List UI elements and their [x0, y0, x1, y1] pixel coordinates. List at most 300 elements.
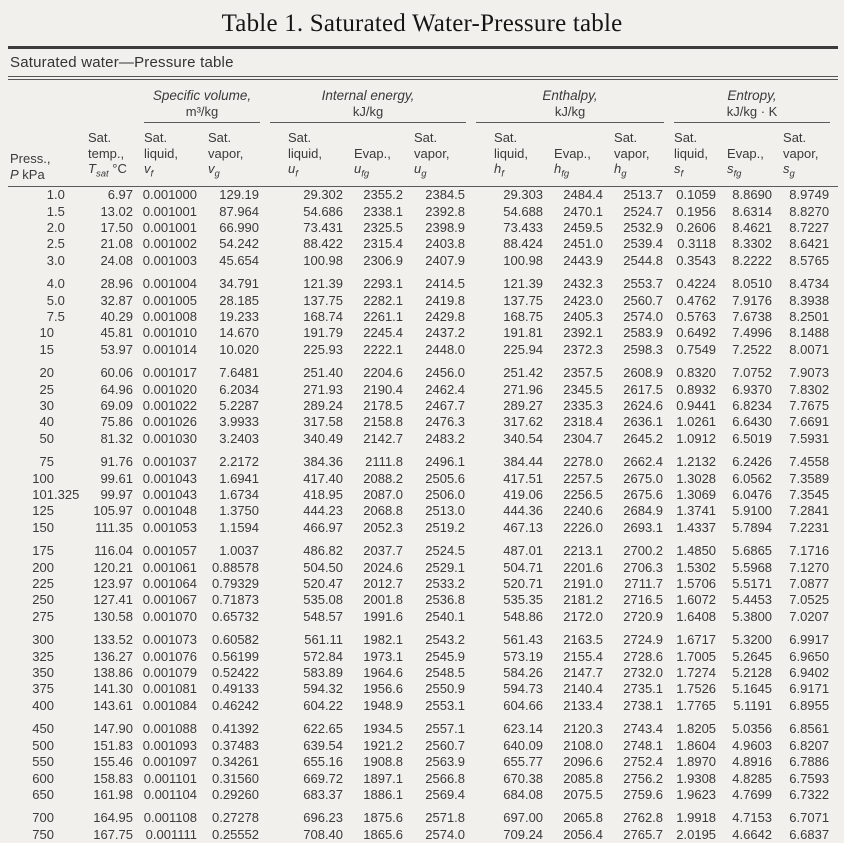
cell: 6.6430 — [732, 414, 773, 430]
cell: 2553.7 — [623, 276, 664, 292]
cell: 2675.6 — [623, 487, 664, 502]
cell: 2700.2 — [623, 543, 664, 559]
cell: 0.001093 — [142, 737, 197, 753]
col-header-hfg — [552, 123, 612, 187]
cell: 7.9073 — [789, 365, 830, 381]
cell: 1865.6 — [363, 826, 404, 842]
cell: 0.27278 — [212, 810, 260, 826]
cell — [8, 471, 86, 487]
cell: 54.686 — [303, 203, 344, 219]
cell: 2245.4 — [363, 325, 404, 341]
symbol: v — [208, 161, 215, 176]
group-label: Specific volume, — [152, 88, 252, 103]
column-group-enthalpy — [474, 82, 672, 123]
cell: 1.6717 — [676, 632, 717, 648]
cell — [8, 276, 86, 292]
pressure-int: 101 — [32, 487, 54, 502]
cell: 2088.2 — [363, 470, 404, 486]
cell: 2355.2 — [363, 187, 404, 203]
cell: 2429.8 — [425, 308, 466, 324]
col-header-symbol — [674, 161, 725, 182]
cell: 0.001053 — [142, 519, 197, 535]
cell: 6.2426 — [732, 454, 773, 470]
table-row — [8, 414, 838, 430]
cell: 271.93 — [303, 381, 344, 397]
cell — [8, 187, 86, 204]
symbol: h — [554, 161, 562, 176]
cell: 0.001057 — [142, 543, 197, 559]
table-row — [8, 342, 838, 358]
cell: 2732.0 — [623, 665, 664, 681]
cell: 486.82 — [303, 543, 344, 559]
table-row — [8, 560, 838, 576]
cell: 99.61 — [100, 470, 133, 486]
cell: 0.71873 — [212, 592, 260, 608]
cell: 3.9933 — [219, 414, 260, 430]
cell: 535.35 — [503, 592, 544, 608]
cell: 100.98 — [303, 252, 344, 268]
cell: 2574.0 — [623, 308, 664, 324]
table-row — [8, 698, 838, 714]
cell: 2484.4 — [563, 187, 604, 203]
cell: 520.71 — [503, 576, 544, 592]
cell: 2318.4 — [563, 414, 604, 430]
cell: 88.422 — [303, 236, 344, 252]
cell: 418.95 — [303, 487, 344, 502]
cell: 8.4734 — [789, 276, 830, 292]
table-subtitle: Saturated water—Pressure table — [8, 49, 838, 80]
cell: 29.303 — [503, 187, 544, 203]
cell: 2560.7 — [623, 292, 664, 308]
table-row — [8, 398, 838, 414]
cell: 8.8270 — [789, 203, 830, 219]
cell: 1921.2 — [363, 737, 404, 753]
group-header-spacer — [8, 82, 142, 123]
cell: 2024.6 — [363, 559, 404, 575]
cell: 1.5302 — [676, 559, 717, 575]
pressure-int: 7 — [46, 308, 54, 324]
cell: 2756.2 — [623, 770, 664, 786]
column-group-entropy — [672, 82, 838, 123]
table-row — [8, 665, 838, 681]
cell — [8, 698, 86, 714]
cell: 6.5019 — [732, 430, 773, 446]
cell: 594.73 — [503, 681, 544, 697]
symbol-subscript: f — [150, 168, 154, 180]
cell: 0.001043 — [142, 487, 197, 502]
cell: 6.7071 — [789, 810, 830, 826]
cell: 2037.7 — [363, 543, 404, 559]
cell: 2111.8 — [365, 454, 404, 470]
cell: 1.9918 — [676, 810, 717, 826]
cell: 2748.1 — [623, 737, 664, 753]
col-header-text: Sat. — [288, 130, 312, 145]
group-box-specific-volume — [144, 88, 260, 123]
cell: 1.0912 — [676, 430, 717, 446]
cell: 0.001081 — [142, 681, 197, 697]
table-row — [8, 543, 838, 559]
table-row — [8, 649, 838, 665]
cell: 2172.0 — [563, 608, 604, 624]
pressure-int: 125 — [32, 503, 54, 519]
cell — [8, 649, 86, 665]
symbol: u — [288, 161, 296, 176]
cell: 2536.8 — [425, 592, 466, 608]
group-box-entropy — [674, 88, 830, 123]
table-row — [8, 681, 838, 697]
cell: 2108.0 — [563, 737, 604, 753]
table-row — [8, 365, 838, 381]
cell: 2282.1 — [363, 292, 404, 308]
cell: 1.8205 — [676, 721, 717, 737]
col-header-symbol: $T_{sat}$ °C — [88, 161, 127, 180]
cell: 5.2128 — [732, 665, 773, 681]
col-header-text: Sat. — [144, 130, 168, 145]
cell: 2684.9 — [623, 503, 664, 519]
table-row — [8, 454, 838, 470]
table-row — [8, 787, 838, 803]
symbol-subscript: f — [501, 168, 504, 180]
table-row — [8, 309, 838, 325]
cell: 1964.6 — [363, 665, 404, 681]
cell: 7.3589 — [789, 470, 830, 486]
cell: 1.8970 — [676, 754, 717, 770]
cell — [8, 738, 86, 754]
table-row — [8, 293, 838, 309]
pressure-int: 3 — [46, 252, 54, 268]
cell: 2716.5 — [623, 592, 664, 608]
cell: 0.65732 — [212, 608, 260, 624]
symbol: s — [674, 161, 681, 176]
cell: 0.52422 — [212, 665, 260, 681]
cell: 2419.8 — [425, 292, 466, 308]
table-header — [8, 82, 838, 187]
col-header-symbol: P kPa — [10, 166, 45, 182]
cell: 69.09 — [100, 397, 133, 413]
cell — [8, 253, 86, 269]
column-group-internal-energy — [268, 82, 474, 123]
symbol-subscript: f — [680, 168, 684, 180]
cell — [8, 754, 86, 770]
cell: 2533.2 — [425, 576, 466, 592]
table-row — [8, 253, 838, 269]
cell: 2133.4 — [563, 697, 604, 713]
cell: 1908.8 — [363, 754, 404, 770]
cell: 8.0510 — [732, 276, 773, 292]
cell: 0.001017 — [142, 365, 197, 381]
cell: 2675.0 — [623, 470, 664, 486]
cell: 623.14 — [503, 721, 544, 737]
cell: 2752.4 — [623, 754, 664, 770]
cell — [8, 293, 86, 309]
cell: 2624.6 — [623, 397, 664, 413]
cell — [8, 454, 86, 470]
cell: 2226.0 — [563, 519, 604, 535]
cell: 0.001070 — [142, 608, 197, 624]
col-header-symbol — [208, 161, 268, 182]
cell: 639.54 — [303, 737, 344, 753]
pressure-frac: .0 — [54, 252, 65, 268]
pressure-frac: .0 — [54, 292, 65, 308]
cell: 29.302 — [303, 187, 344, 203]
cell: 5.2645 — [732, 648, 773, 664]
cell — [8, 632, 86, 648]
cell — [8, 576, 86, 592]
cell: 88.424 — [503, 236, 544, 252]
cell: 1.9308 — [676, 770, 717, 786]
group-gap — [8, 447, 838, 454]
cell: 2201.6 — [563, 559, 604, 575]
group-gap — [8, 269, 838, 276]
cell: 168.75 — [503, 308, 544, 324]
group-gap-cell — [8, 358, 838, 365]
pressure-int: 200 — [32, 559, 54, 575]
pressure-frac: .0 — [54, 187, 65, 203]
cell: 1.3750 — [219, 503, 260, 519]
pressure-frac: .0 — [54, 276, 65, 292]
cell: 6.9917 — [789, 632, 830, 648]
col-header-ug — [412, 123, 474, 187]
pressure-int: 600 — [32, 770, 54, 786]
cell: 1.0037 — [219, 543, 260, 559]
cell: 137.75 — [503, 292, 544, 308]
cell: 2432.3 — [563, 276, 604, 292]
cell: 561.11 — [304, 632, 344, 648]
cell: 4.7699 — [732, 786, 773, 802]
cell: 2357.5 — [563, 365, 604, 381]
group-header-row — [8, 82, 838, 123]
cell: 5.3800 — [732, 608, 773, 624]
cell: 8.0071 — [789, 341, 830, 357]
cell: 2617.5 — [623, 381, 664, 397]
cell: 5.6865 — [732, 543, 773, 559]
cell: 1.5706 — [676, 576, 717, 592]
cell: 2569.4 — [425, 786, 466, 802]
symbol: u — [354, 161, 362, 176]
cell: 1.0261 — [676, 414, 717, 430]
group-gap-cell — [8, 803, 838, 810]
group-gap — [8, 803, 838, 810]
cell: 0.001101 — [143, 770, 197, 786]
cell: 2384.5 — [425, 187, 466, 203]
cell: 1948.9 — [363, 697, 404, 713]
cell: 1.7274 — [676, 665, 717, 681]
cell: 5.3200 — [732, 632, 773, 648]
cell: 2140.4 — [563, 681, 604, 697]
cell: 2571.8 — [425, 810, 466, 826]
cell: 0.001088 — [142, 721, 197, 737]
col-header-text: Sat. — [414, 130, 438, 145]
col-header-text: liquid, — [494, 145, 528, 161]
cell: 0.3543 — [676, 252, 717, 268]
column-header-row — [8, 123, 838, 187]
cell — [8, 487, 86, 503]
cell: 2345.5 — [563, 381, 604, 397]
cell: 2467.7 — [425, 397, 466, 413]
pressure-frac: .0 — [54, 219, 65, 235]
cell: 2539.4 — [623, 236, 664, 252]
symbol-subscript: g — [789, 168, 795, 180]
cell: 0.6492 — [676, 325, 717, 341]
pressure-int: 30 — [39, 397, 54, 413]
pressure-int: 75 — [39, 454, 54, 470]
cell: 2012.7 — [363, 576, 404, 592]
cell: 2372.3 — [563, 341, 604, 357]
group-gap-cell — [8, 269, 838, 276]
table-row — [8, 771, 838, 787]
pressure-int: 450 — [32, 721, 54, 737]
cell: 289.24 — [303, 397, 344, 413]
col-header-uf — [268, 123, 352, 187]
cell: 0.5763 — [676, 308, 717, 324]
table-row — [8, 325, 838, 341]
cell — [8, 431, 86, 447]
pressure-int: 650 — [32, 786, 54, 802]
cell: 535.08 — [303, 592, 344, 608]
group-gap — [8, 714, 838, 721]
pressure-int: 250 — [32, 592, 54, 608]
cell: 0.001020 — [142, 381, 197, 397]
cell: 8.7227 — [789, 219, 830, 235]
cell: 81.32 — [100, 430, 133, 446]
cell: 7.6738 — [732, 308, 773, 324]
col-header-symbol — [354, 161, 412, 182]
col-header-sg — [781, 123, 838, 187]
pressure-int: 2 — [46, 236, 54, 252]
cell: 2240.6 — [563, 503, 604, 519]
cell: 64.96 — [100, 381, 133, 397]
cell: 7.8302 — [789, 381, 830, 397]
cell: 444.36 — [503, 503, 544, 519]
col-header-sfg — [725, 123, 781, 187]
cell: 561.43 — [503, 632, 544, 648]
cell: 0.001014 — [142, 341, 197, 357]
cell: 2563.9 — [425, 754, 466, 770]
cell: 141.30 — [93, 681, 133, 697]
cell: 6.7322 — [789, 786, 830, 802]
pressure-frac: .5 — [54, 308, 65, 324]
col-header-tsat — [86, 123, 142, 187]
cell — [8, 414, 86, 430]
cell: 121.39 — [303, 276, 344, 292]
cell: 2001.8 — [363, 592, 404, 608]
cell: 1.3028 — [676, 470, 717, 486]
col-header-text: Press., — [10, 151, 51, 167]
group-gap — [8, 625, 838, 632]
cell: 384.44 — [503, 454, 544, 470]
cell: 0.34261 — [212, 754, 260, 770]
pressure-int: 750 — [32, 826, 54, 842]
cell: 2524.7 — [623, 203, 664, 219]
col-header-hf — [474, 123, 552, 187]
cell: 8.3302 — [732, 236, 773, 252]
cell: 8.1488 — [789, 325, 830, 341]
cell: 2738.1 — [623, 697, 664, 713]
col-header-text: vapor, — [614, 145, 650, 161]
cell: 2222.1 — [363, 341, 404, 357]
cell: 7.2522 — [732, 341, 773, 357]
cell: 340.49 — [303, 430, 344, 446]
cell: 7.7675 — [789, 397, 830, 413]
cell: 6.8955 — [789, 697, 830, 713]
cell: 2583.9 — [623, 325, 664, 341]
cell: 1.3069 — [676, 487, 717, 502]
cell — [8, 609, 86, 625]
cell: 1.1594 — [219, 519, 260, 535]
cell: 2325.5 — [363, 219, 404, 235]
cell: 709.24 — [503, 826, 544, 842]
cell: 4.8285 — [732, 770, 773, 786]
pressure-int: 2 — [46, 219, 54, 235]
cell: 2190.4 — [363, 381, 404, 397]
cell: 2204.6 — [363, 365, 404, 381]
cell: 2398.9 — [425, 219, 466, 235]
group-label: Enthalpy, — [542, 88, 598, 103]
cell: 2456.0 — [425, 365, 466, 381]
cell: 5.0356 — [732, 721, 773, 737]
pressure-int: 1 — [46, 203, 54, 219]
cell: 0.88578 — [212, 559, 260, 575]
pressure-int: 5 — [46, 292, 54, 308]
symbol-subscript: g — [214, 168, 220, 180]
cell: 5.1645 — [732, 681, 773, 697]
cell: 127.41 — [93, 592, 133, 608]
cell: 2405.3 — [563, 308, 604, 324]
cell: 4.9603 — [732, 737, 773, 753]
cell: 0.001111 — [145, 826, 197, 842]
table-row — [8, 236, 838, 252]
cell: 2762.8 — [623, 810, 664, 826]
cell: 0.9441 — [676, 397, 717, 413]
cell: 289.27 — [503, 397, 544, 413]
cell: 6.9402 — [789, 665, 830, 681]
group-gap-cell — [8, 714, 838, 721]
cell: 8.9749 — [789, 187, 830, 203]
cell: 7.4558 — [789, 454, 830, 470]
symbol: s — [727, 161, 734, 176]
cell — [8, 771, 86, 787]
cell: 487.01 — [503, 543, 544, 559]
cell — [8, 365, 86, 381]
cell: 573.19 — [503, 648, 544, 664]
group-gap-cell — [8, 447, 838, 454]
cell: 696.23 — [303, 810, 344, 826]
cell: 2476.3 — [425, 414, 466, 430]
table-row — [8, 609, 838, 625]
cell: 0.001079 — [142, 665, 197, 681]
cell: 13.02 — [100, 203, 133, 219]
pressure-int: 25 — [39, 381, 54, 397]
cell: 683.37 — [303, 786, 344, 802]
pressure-int: 4 — [46, 276, 54, 292]
col-header-text: liquid, — [144, 145, 178, 161]
cell: 2548.5 — [425, 665, 466, 681]
cell: 604.66 — [503, 697, 544, 713]
cell: 2462.4 — [425, 381, 466, 397]
cell: 548.57 — [303, 608, 344, 624]
table-row — [8, 431, 838, 447]
cell: 2.2172 — [219, 454, 260, 470]
cell: 6.97 — [107, 187, 133, 203]
cell: 2056.4 — [563, 826, 604, 842]
cell: 158.83 — [93, 770, 133, 786]
group-unit: kJ/kg — [352, 104, 384, 119]
cell: 2608.9 — [623, 365, 664, 381]
cell: 2720.9 — [623, 608, 664, 624]
cell: 6.9370 — [732, 381, 773, 397]
cell: 0.1059 — [676, 187, 717, 203]
cell: 87.964 — [219, 203, 260, 219]
